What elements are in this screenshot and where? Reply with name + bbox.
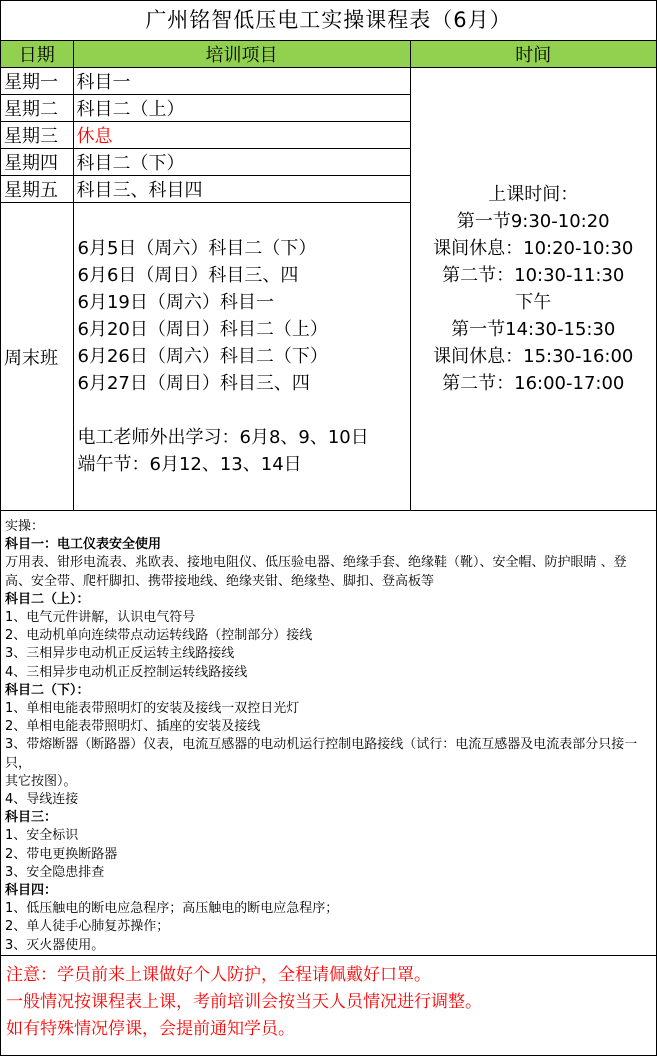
subject-cell-rest: 休息 (73, 122, 410, 149)
weekend-session: 6月27日（周日）科目三、四 (77, 373, 310, 394)
header-time: 时间 (410, 41, 656, 68)
detail-line: 3、三相异步电动机正反运转主线路接线 (5, 646, 235, 662)
day-cell: 星期一 (1, 68, 73, 95)
note-line: 一般情况按课程表上课，考前培训会按当天人员情况进行调整。 (6, 992, 482, 1012)
time-line: 第一节9:30-10:20 (456, 211, 610, 232)
time-line: 下午 (515, 292, 552, 313)
detail-heading: 科目四： (5, 883, 58, 899)
weekend-label: 周末班 (1, 203, 73, 511)
table-row (1, 68, 656, 95)
detail-line: 4、三相异步电动机正反控制运转线路接线 (5, 664, 248, 680)
time-line: 课间休息：10:20-10:30 (433, 238, 634, 259)
time-line: 第二节：10:30-11:30 (442, 265, 625, 286)
day-cell: 星期四 (1, 149, 73, 176)
detail-line: 1、安全标识 (5, 828, 79, 844)
course-details (1, 511, 656, 956)
detail-line: 3、安全隐患排查 (5, 864, 105, 880)
table-header-row (1, 41, 656, 68)
time-line: 上课时间： (488, 184, 579, 205)
detail-line: 3、带熔断器（断路器）仪表，电流互感器的电动机运行控制电路接线（试行：电流互感器及电流表部分只接一只， (5, 737, 638, 771)
detail-heading: 科目一：电工仪表安全使用 (5, 537, 162, 553)
detail-line: 3、灭火器使用。 (5, 937, 105, 953)
weekend-session: 6月5日（周六）科目二（下） (77, 238, 317, 259)
time-line: 课间休息：15:30-16:00 (433, 346, 634, 367)
subject-cell: 科目二（上） (73, 95, 410, 122)
detail-heading: 科目二（下）： (5, 682, 90, 698)
detail-line: 2、电动机单向连续带点动运转线路（控制部分）接线 (5, 628, 313, 644)
detail-line: 2、带电更换断路器 (5, 846, 118, 862)
note-line: 如有特殊情况停课，会提前通知学员。 (6, 1019, 295, 1039)
weekend-sessions (73, 203, 410, 511)
detail-line: 2、单相电能表带照明灯、插座的安装及接线 (5, 719, 261, 735)
schedule-table (1, 41, 656, 511)
detail-heading: 科目三： (5, 810, 58, 826)
header-subject: 培训项目 (73, 41, 410, 68)
detail-heading: 科目二（上）： (5, 591, 90, 607)
detail-line: 其它按图）。 (5, 773, 77, 789)
day-cell: 星期五 (1, 176, 73, 203)
weekend-session: 6月26日（周六）科目二（下） (77, 346, 328, 367)
header-day: 日期 (1, 41, 73, 68)
time-line: 第二节：16:00-17:00 (442, 373, 625, 394)
subject-cell: 科目二（下） (73, 149, 410, 176)
time-line: 第一节14:30-15:30 (451, 319, 616, 340)
detail-line: 1、单相电能表带照明灯的安装及接线一双控日光灯 (5, 701, 300, 717)
weekend-session: 6月6日（周日）科目三、四 (77, 265, 299, 286)
page-title: 广州铭智低压电工实操课程表（6月） (1, 1, 656, 41)
detail-line: 1、低压触电的断电应急程序；高压触电的断电应急程序； (5, 901, 339, 917)
weekend-session: 6月20日（周日）科目二（上） (77, 319, 328, 340)
day-cell: 星期二 (1, 95, 73, 122)
subject-cell: 科目一 (73, 68, 410, 95)
weekend-notice: 端午节：6月12、13、14日 (77, 454, 302, 475)
day-cell: 星期三 (1, 122, 73, 149)
notes-section (1, 956, 656, 1043)
time-cell (410, 68, 656, 511)
detail-line: 4、导线连接 (5, 792, 79, 808)
weekend-session: 6月19日（周六）科目一 (77, 292, 274, 313)
subject-cell: 科目三、科目四 (73, 176, 410, 203)
detail-line: 2、单人徒手心肺复苏操作； (5, 919, 170, 935)
detail-line: 1、电气元件讲解，认识电气符号 (5, 610, 196, 626)
detail-line: 实操： (5, 519, 45, 534)
weekend-notice: 电工老师外出学习：6月8、9、10日 (77, 427, 369, 448)
note-line: 注意：学员前来上课做好个人防护，全程请佩戴好口罩。 (6, 965, 431, 985)
detail-line: 万用表、钳形电流表、兆欧表、接地电阻仪、低压验电器、绝缘手套、绝缘鞋（靴）、安全帽、防护眼睛 、登高、安全带、爬杆脚扣、携带接地线、绝缘夹钳、绝缘垫、脚扣、登高板等 (5, 555, 627, 589)
